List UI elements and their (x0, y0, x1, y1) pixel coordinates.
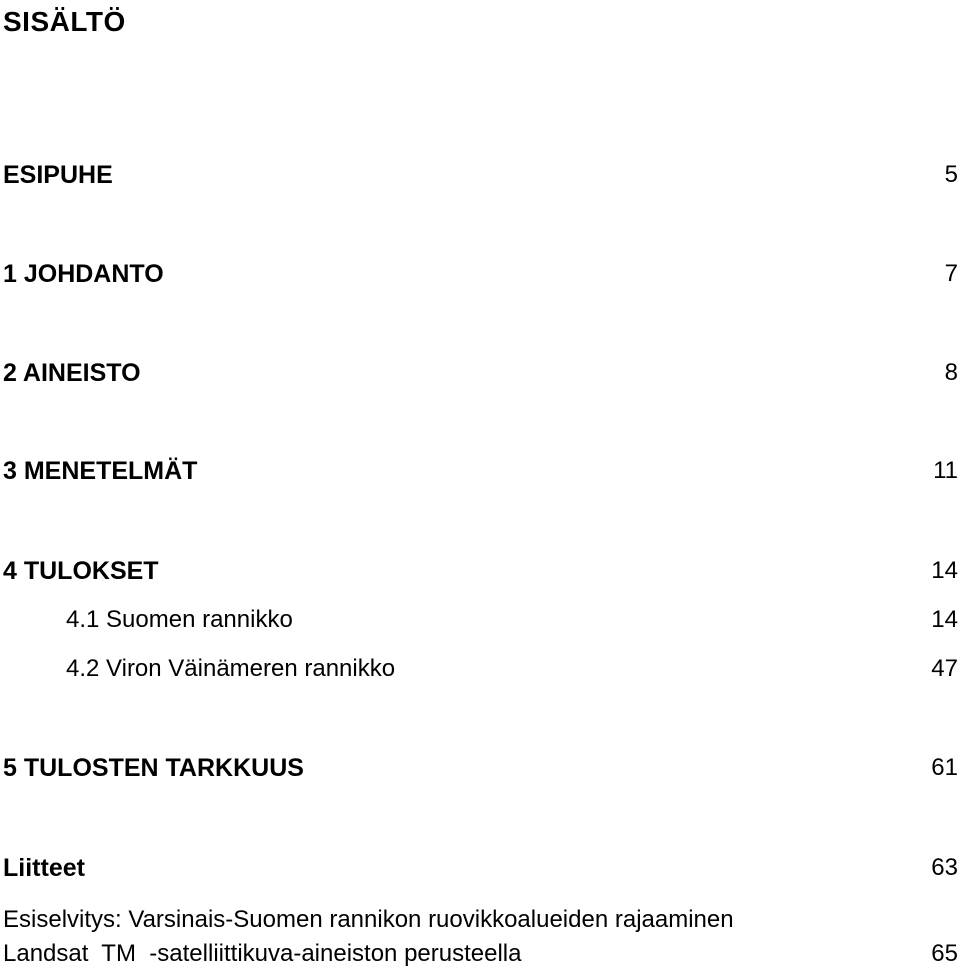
toc-entry-tarkkuus[interactable] (0, 751, 960, 785)
toc-entry-label: 5 TULOSTEN TARKKUUS (3, 754, 304, 782)
toc-entry-label: ESIPUHE (3, 161, 113, 189)
toc-entry-label: 1 JOHDANTO (3, 260, 164, 288)
toc-entry-label-line2: Landsat TM -satelliittikuva-aineiston perusteella (3, 940, 522, 967)
toc-entry-esiselvitys[interactable] (0, 903, 960, 973)
toc-entry-menetelmat[interactable] (0, 454, 960, 488)
toc-entry-label: 3 MENETELMÄT (3, 457, 198, 485)
toc-entry-page: 61 (931, 754, 958, 781)
toc-entry-label: 2 AINEISTO (3, 359, 141, 387)
toc-entry-liitteet[interactable] (0, 851, 960, 885)
toc-entry-page: 47 (931, 655, 958, 682)
toc-entry-johdanto[interactable] (0, 257, 960, 291)
toc-entry-page: 63 (931, 854, 958, 881)
toc-entry-label: 4 TULOKSET (3, 557, 159, 585)
toc-entry-label: 4.2 Viron Väinämeren rannikko (66, 655, 396, 682)
toc-entry-page: 8 (944, 359, 958, 386)
toc-entry-aineisto[interactable] (0, 356, 960, 390)
toc-entry-page: 11 (933, 457, 958, 484)
toc-entry-label-line1: Esiselvitys: Varsinais-Suomen rannikon ruovikkoalueiden rajaaminen (3, 906, 734, 933)
toc-entry-page: 65 (931, 940, 958, 967)
toc-entry-page: 14 (931, 557, 958, 584)
page-title-row (0, 4, 960, 40)
toc-entry-label: 4.1 Suomen rannikko (66, 606, 293, 633)
toc-entry-tulokset[interactable] (0, 554, 960, 588)
toc-entry-esipuhe[interactable] (0, 158, 960, 192)
page-title: SISÄLTÖ (3, 6, 126, 37)
toc-entry-page: 14 (931, 606, 958, 633)
toc-entry-page: 7 (944, 260, 958, 287)
toc-entry-label: Liitteet (3, 854, 85, 882)
toc-entry-tulokset-1[interactable] (0, 603, 960, 637)
toc-entry-page: 5 (944, 161, 958, 188)
toc-entry-tulokset-2[interactable] (0, 652, 960, 686)
